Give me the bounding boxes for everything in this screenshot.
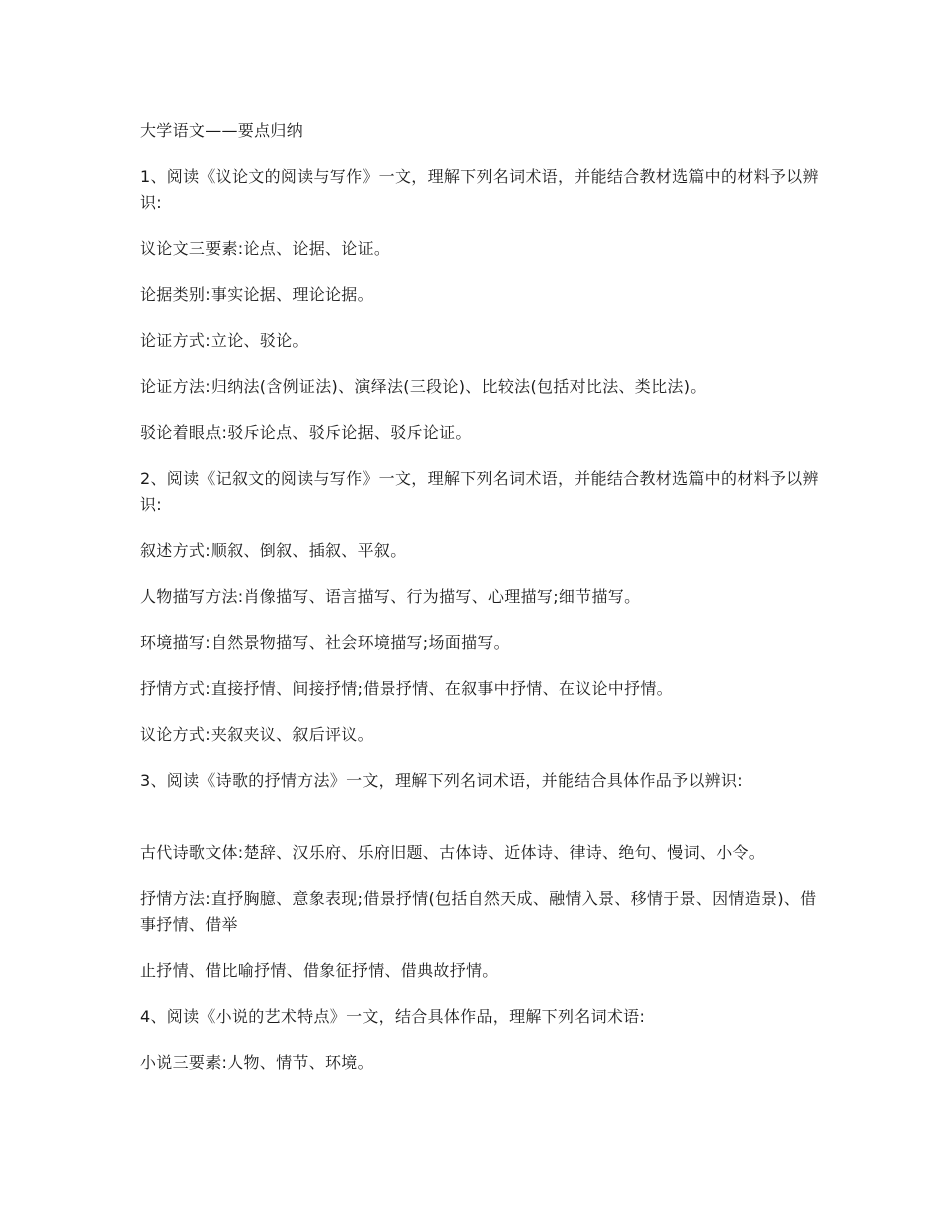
paragraph: 抒情方法:直抒胸臆、意象表现;借景抒情(包括自然天成、融情入景、移情于景、因情造景)、借事抒情、借举 [140,889,817,934]
paragraph: 驳论着眼点:驳斥论点、驳斥论据、驳斥论证。 [140,423,472,442]
document-title: 大学语文——要点归纳 [140,121,304,140]
paragraph: 古代诗歌文体:楚辞、汉乐府、乐府旧题、古体诗、近体诗、律诗、绝句、慢词、小令。 [140,843,766,862]
paragraph-section-4-heading: 4、阅读《小说的艺术特点》一文，结合具体作品，理解下列名词术语: [140,1007,646,1026]
paragraph: 论证方式:立论、驳论。 [140,331,309,350]
paragraph-section-1-heading: 1、阅读《议论文的阅读与写作》一文，理解下列名词术语，并能结合教材选篇中的材料予以辨识: [140,167,819,212]
paragraph: 环境描写:自然景物描写、社会环境描写;场面描写。 [140,633,510,652]
paragraph: 论证方法:归纳法(含例证法)、演绎法(三段论)、比较法(包括对比法、类比法)。 [140,377,707,396]
paragraph: 议论方式:夹叙夹议、叙后评议。 [140,725,374,744]
paragraph: 抒情方式:直接抒情、间接抒情;借景抒情、在叙事中抒情、在议论中抒情。 [140,679,673,698]
paragraph: 小说三要素:人物、情节、环境。 [140,1053,374,1072]
paragraph-section-3-heading: 3、阅读《诗歌的抒情方法》一文，理解下列名词术语，并能结合具体作品予以辨识: [140,771,743,790]
paragraph: 人物描写方法:肖像描写、语言描写、行为描写、心理描写;细节描写。 [140,587,641,606]
paragraph: 止抒情、借比喻抒情、借象征抒情、借典故抒情。 [140,961,499,980]
paragraph-section-2-heading: 2、阅读《记叙文的阅读与写作》一文，理解下列名词术语，并能结合教材选篇中的材料予以辨识: [140,469,819,514]
paragraph: 议论文三要素:论点、论据、论证。 [140,239,391,258]
document-body [140,118,830,1096]
paragraph: 叙述方式:顺叙、倒叙、插叙、平叙。 [140,541,407,560]
paragraph: 论据类别:事实论据、理论论据。 [140,285,374,304]
